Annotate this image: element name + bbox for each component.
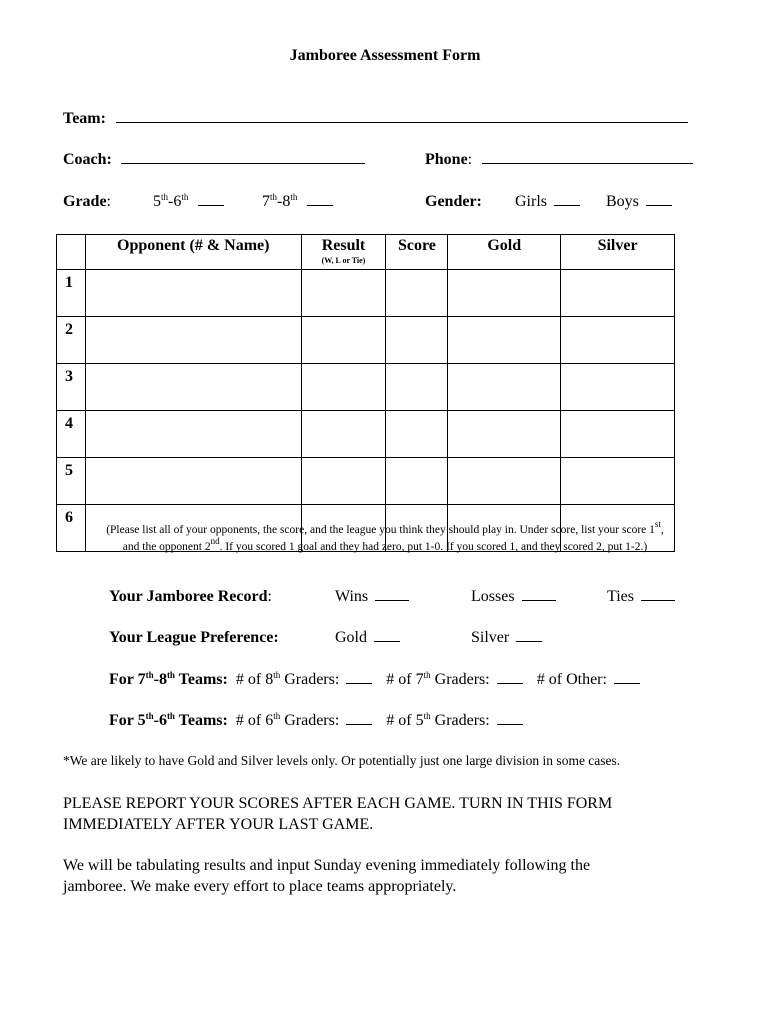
boys-option[interactable]: Boys bbox=[606, 193, 672, 211]
score-cell[interactable] bbox=[386, 364, 448, 411]
record-label: Your Jamboree Record: bbox=[109, 588, 272, 605]
graders-5th: # of 5th Graders: bbox=[386, 711, 490, 729]
teams-5-6-label: For 5th-6th Teams: bbox=[109, 711, 228, 729]
table-row bbox=[57, 364, 675, 411]
boys-blank[interactable] bbox=[646, 204, 672, 206]
ties-blank[interactable] bbox=[641, 599, 675, 601]
score-cell[interactable] bbox=[386, 270, 448, 317]
teams-7-8-label: For 7th-8th Teams: bbox=[109, 670, 228, 688]
silver-cell[interactable] bbox=[561, 458, 675, 505]
team-row bbox=[63, 110, 688, 128]
result-cell[interactable] bbox=[301, 364, 386, 411]
report-instructions: PLEASE REPORT YOUR SCORES AFTER EACH GAME. TURN IN THIS FORM IMMEDIATELY AFTER YOUR LAST GAME. bbox=[63, 795, 613, 833]
phone-label: Phone bbox=[425, 151, 468, 168]
graders-7th: # of 7th Graders: bbox=[386, 670, 490, 688]
row-number: 5 bbox=[57, 458, 86, 505]
table-header-row bbox=[57, 235, 675, 270]
graders-other: # of Other: bbox=[536, 671, 607, 688]
phone-row bbox=[425, 151, 693, 169]
opponent-cell[interactable] bbox=[85, 411, 301, 458]
levels-note: *We are likely to have Gold and Silver levels only. Or potentially just one large division in some cases. bbox=[63, 753, 621, 768]
silver-blank[interactable] bbox=[516, 640, 542, 642]
row-number: 4 bbox=[57, 411, 86, 458]
silver-option[interactable]: Silver bbox=[471, 629, 542, 647]
score-cell[interactable] bbox=[386, 317, 448, 364]
table-note-line-1: (Please list all of your opponents, the score, and the league you think they should play in. Under score, list your score 1st, bbox=[106, 519, 664, 536]
score-cell[interactable] bbox=[386, 411, 448, 458]
graders-7th-blank[interactable] bbox=[497, 682, 523, 684]
graders-5th-blank[interactable] bbox=[497, 723, 523, 725]
preference-label: Your League Preference: bbox=[109, 629, 279, 646]
silver-cell[interactable] bbox=[561, 317, 675, 364]
grade-option-7-8[interactable]: 7th-8th bbox=[262, 193, 333, 211]
result-header: Result (W, L or Tie) bbox=[301, 235, 386, 270]
result-cell[interactable] bbox=[301, 317, 386, 364]
gold-cell[interactable] bbox=[448, 364, 561, 411]
graders-8th-blank[interactable] bbox=[346, 682, 372, 684]
gold-blank[interactable] bbox=[374, 640, 400, 642]
opponent-header: Opponent (# & Name) bbox=[85, 235, 301, 270]
losses-field[interactable]: Losses bbox=[471, 588, 556, 606]
silver-cell[interactable] bbox=[561, 364, 675, 411]
opponent-cell[interactable] bbox=[85, 270, 301, 317]
losses-blank[interactable] bbox=[522, 599, 556, 601]
coach-label: Coach: bbox=[63, 151, 112, 168]
gold-cell[interactable] bbox=[448, 317, 561, 364]
row-number: 3 bbox=[57, 364, 86, 411]
graders-8th: # of 8th Graders: bbox=[235, 670, 340, 688]
grade-option-5-6[interactable]: 5th-6th bbox=[153, 193, 224, 211]
results-table bbox=[56, 234, 675, 552]
wins-blank[interactable] bbox=[375, 599, 409, 601]
graders-other-blank[interactable] bbox=[614, 682, 640, 684]
result-cell[interactable] bbox=[301, 411, 386, 458]
score-header: Score bbox=[386, 235, 448, 270]
row-number-header bbox=[57, 235, 86, 270]
team-label: Team: bbox=[63, 110, 106, 127]
ties-field[interactable]: Ties bbox=[607, 588, 675, 606]
table-row bbox=[57, 317, 675, 364]
row-number: 2 bbox=[57, 317, 86, 364]
gold-cell[interactable] bbox=[448, 411, 561, 458]
opponent-cell[interactable] bbox=[85, 458, 301, 505]
wins-field[interactable]: Wins bbox=[335, 588, 409, 606]
teams-7-8-row bbox=[109, 671, 640, 689]
coach-field[interactable] bbox=[121, 162, 365, 164]
silver-cell[interactable] bbox=[561, 411, 675, 458]
form-title: Jamboree Assessment Form bbox=[289, 47, 481, 64]
grade-7-8-blank[interactable] bbox=[307, 204, 333, 206]
row-number: 6 bbox=[57, 505, 86, 552]
grade-label: Grade bbox=[63, 193, 107, 210]
gold-cell[interactable] bbox=[448, 270, 561, 317]
gold-option[interactable]: Gold bbox=[335, 629, 400, 647]
table-row bbox=[57, 411, 675, 458]
score-cell[interactable] bbox=[386, 458, 448, 505]
row-number: 1 bbox=[57, 270, 86, 317]
table-row bbox=[57, 270, 675, 317]
result-cell[interactable] bbox=[301, 270, 386, 317]
gold-header: Gold bbox=[448, 235, 561, 270]
result-subheader: (W, L or Tie) bbox=[321, 256, 366, 265]
girls-option[interactable]: Girls bbox=[515, 193, 580, 211]
table-note-line-2: and the opponent 2nd. If you scored 1 goal and they had zero, put 1-0. If you scored 1, and they scored 2, put 1-2.) bbox=[122, 536, 648, 553]
result-cell[interactable] bbox=[301, 458, 386, 505]
team-field[interactable] bbox=[116, 121, 688, 123]
opponent-cell[interactable] bbox=[85, 364, 301, 411]
gender-label: Gender: bbox=[425, 193, 482, 210]
grade-5-6-blank[interactable] bbox=[198, 204, 224, 206]
tabulation-note: We will be tabulating results and input Sunday evening immediately following the jamboree. We make every effort to place teams appropriately. bbox=[63, 857, 591, 895]
graders-6th: # of 6th Graders: bbox=[235, 711, 340, 729]
gold-cell[interactable] bbox=[448, 458, 561, 505]
silver-header: Silver bbox=[561, 235, 675, 270]
silver-cell[interactable] bbox=[561, 270, 675, 317]
graders-6th-blank[interactable] bbox=[346, 723, 372, 725]
opponent-cell[interactable] bbox=[85, 317, 301, 364]
teams-5-6-row bbox=[109, 712, 523, 730]
phone-colon: : bbox=[467, 151, 473, 168]
grade-colon: : bbox=[106, 193, 111, 210]
grade-row bbox=[63, 193, 111, 211]
phone-field[interactable] bbox=[482, 162, 693, 164]
girls-blank[interactable] bbox=[554, 204, 580, 206]
coach-row bbox=[63, 151, 365, 169]
table-row bbox=[57, 458, 675, 505]
